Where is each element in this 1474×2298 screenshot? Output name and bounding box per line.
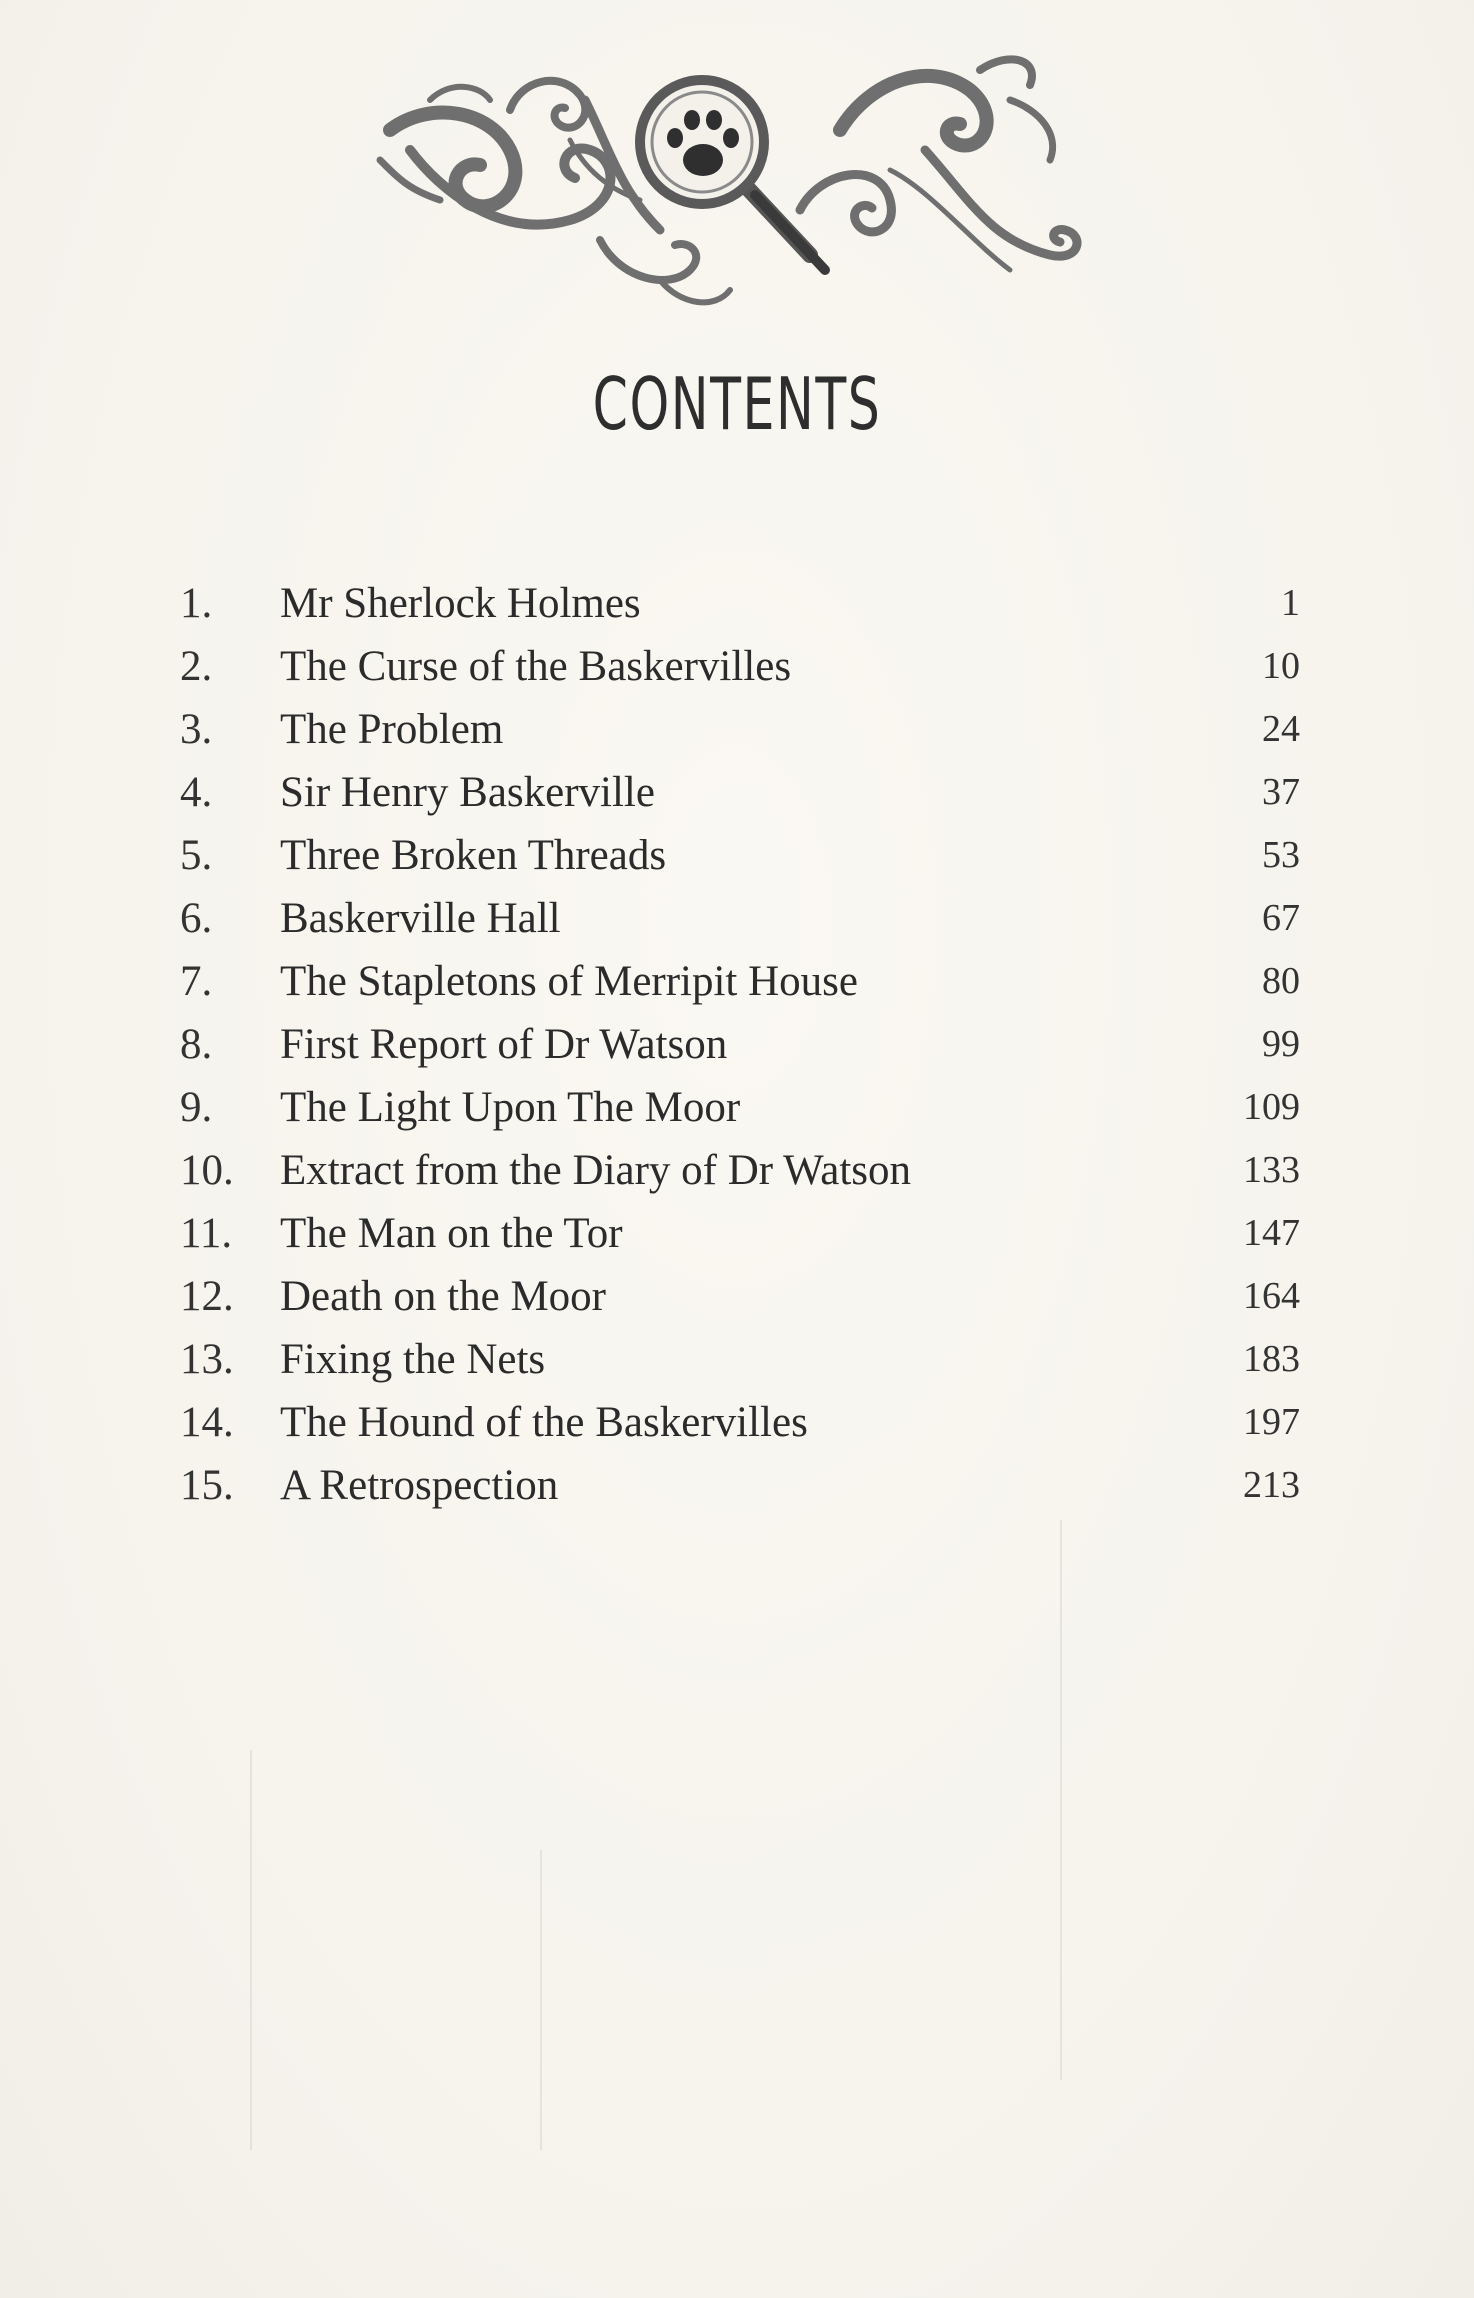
chapter-page-number: 53 <box>1262 834 1300 876</box>
chapter-title: Mr Sherlock Holmes <box>280 580 641 627</box>
chapter-title: The Hound of the Baskervilles <box>280 1399 808 1446</box>
chapter-number: 11. <box>180 1210 233 1257</box>
toc-entry[interactable] <box>180 635 1300 698</box>
chapter-number: 3. <box>180 706 213 753</box>
toc-entry[interactable] <box>180 824 1300 887</box>
chapter-number: 7. <box>180 958 213 1005</box>
chapter-title: The Problem <box>280 706 504 753</box>
toc-entry[interactable] <box>180 572 1300 635</box>
chapter-page-number: 213 <box>1243 1464 1300 1506</box>
chapter-title: Three Broken Threads <box>280 832 667 879</box>
chapter-page-number: 37 <box>1262 771 1300 813</box>
table-of-contents <box>180 572 1300 1517</box>
chapter-number: 9. <box>180 1084 213 1131</box>
page-title: CONTENTS <box>592 362 882 446</box>
chapter-number: 10. <box>180 1147 234 1194</box>
chapter-title: First Report of Dr Watson <box>280 1021 728 1068</box>
chapter-title: Extract from the Diary of Dr Watson <box>280 1147 911 1194</box>
toc-entry[interactable] <box>180 1076 1300 1139</box>
chapter-number: 15. <box>180 1462 234 1509</box>
toc-entry[interactable] <box>180 950 1300 1013</box>
chapter-number: 13. <box>180 1336 234 1383</box>
toc-entry[interactable] <box>180 887 1300 950</box>
chapter-title: The Man on the Tor <box>280 1210 623 1257</box>
chapter-title: A Retrospection <box>280 1462 559 1509</box>
toc-entry[interactable] <box>180 1328 1300 1391</box>
toc-entry[interactable] <box>180 1202 1300 1265</box>
chapter-title: Death on the Moor <box>280 1273 607 1320</box>
chapter-page-number: 147 <box>1243 1212 1300 1254</box>
chapter-title: Baskerville Hall <box>280 895 561 942</box>
paper-streak <box>540 1850 542 2150</box>
chapter-number: 8. <box>180 1021 213 1068</box>
chapter-title: The Light Upon The Moor <box>280 1084 741 1131</box>
paper-streak <box>250 1750 252 2150</box>
chapter-number: 12. <box>180 1273 234 1320</box>
paper-streak <box>1060 1520 1062 2080</box>
chapter-page-number: 183 <box>1243 1338 1300 1380</box>
chapter-title: Sir Henry Baskerville <box>280 769 655 816</box>
chapter-page-number: 99 <box>1262 1023 1300 1065</box>
chapter-number: 14. <box>180 1399 234 1446</box>
chapter-page-number: 197 <box>1243 1401 1300 1443</box>
chapter-page-number: 109 <box>1243 1086 1300 1128</box>
chapter-page-number: 80 <box>1262 960 1300 1002</box>
chapter-number: 5. <box>180 832 213 879</box>
chapter-number: 6. <box>180 895 213 942</box>
chapter-page-number: 67 <box>1262 897 1300 939</box>
chapter-title: Fixing the Nets <box>280 1336 546 1383</box>
toc-entry[interactable] <box>180 1454 1300 1517</box>
chapter-title: The Curse of the Baskervilles <box>280 643 792 690</box>
chapter-page-number: 10 <box>1262 645 1300 687</box>
toc-entry[interactable] <box>180 1013 1300 1076</box>
chapter-page-number: 164 <box>1243 1275 1300 1317</box>
chapter-title: The Stapletons of Merripit House <box>280 958 859 1005</box>
chapter-number: 2. <box>180 643 213 690</box>
chapter-page-number: 1 <box>1281 582 1300 624</box>
toc-entry[interactable] <box>180 761 1300 824</box>
toc-entry[interactable] <box>180 1265 1300 1328</box>
chapter-number: 1. <box>180 580 213 627</box>
toc-entry[interactable] <box>180 698 1300 761</box>
toc-entry[interactable] <box>180 1139 1300 1202</box>
chapter-page-number: 133 <box>1243 1149 1300 1191</box>
chapter-page-number: 24 <box>1262 708 1300 750</box>
chapter-number: 4. <box>180 769 213 816</box>
toc-entry[interactable] <box>180 1391 1300 1454</box>
magnifying-glass-paw-print-icon <box>370 40 1090 330</box>
